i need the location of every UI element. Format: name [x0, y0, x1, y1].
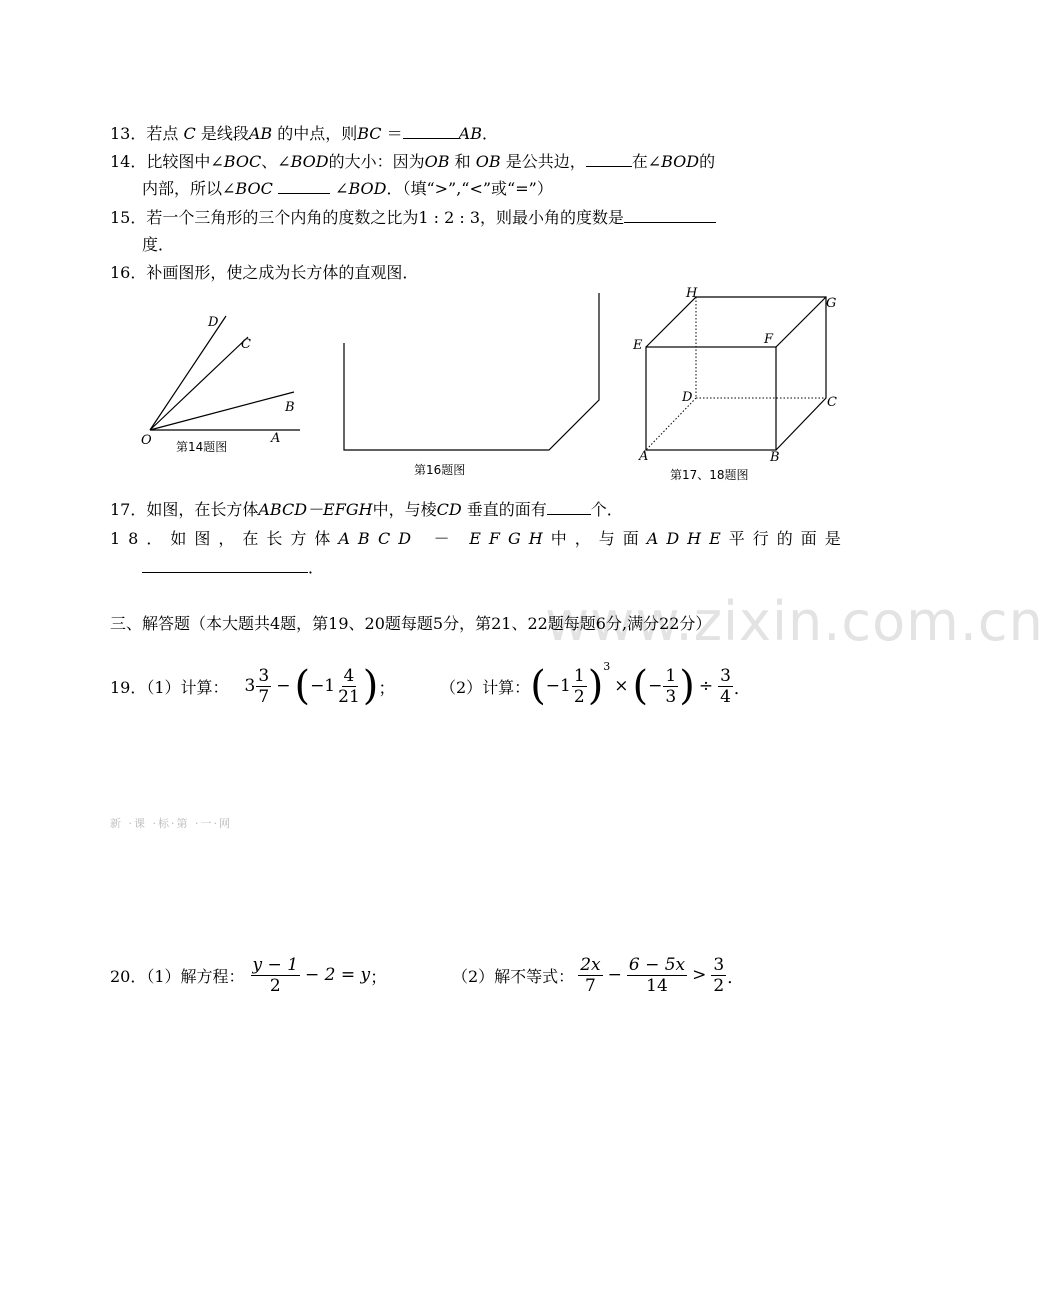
question-16: 16．补画图形，使之成为长方体的直观图． — [110, 263, 419, 282]
question-14-line2: 内部，所以∠BOC ∠BOD．（填“>”,“<”或“=”） — [142, 179, 553, 198]
hidden-edge-DA — [646, 398, 696, 450]
visible-back-edges — [646, 297, 826, 450]
label-D: D — [682, 390, 693, 405]
question-19-part1: 19．（1）计算： 3 $\frac{3}{7}$ − ( −1 $\frac{4}{21}$ ) ； — [110, 663, 396, 709]
watermark: www.zixin.com.cn — [545, 590, 1044, 653]
label-A: A — [639, 449, 649, 464]
watermark-small: 新 ·课 ·标·第 ·一·网 — [110, 817, 232, 830]
label-C: C — [827, 395, 837, 410]
figure-14 — [135, 305, 310, 455]
label-H: H — [686, 286, 698, 301]
fraction: $\frac{1}{2}$ — [573, 665, 585, 707]
question-14: 14．比较图中∠BOC、∠BOD的大小：因为OB 和 OB 是公共边， 在∠BOD的 — [110, 152, 716, 171]
fraction: $\frac{4}{21}$ — [338, 665, 360, 707]
answer-blank[interactable] — [142, 558, 308, 573]
label-B: B — [770, 450, 780, 465]
question-18-line2: ． — [142, 557, 324, 579]
figure-17-caption: 第17、18题图 — [670, 468, 749, 482]
fraction: $\frac{6 - 5x}{14}$ — [628, 954, 686, 996]
label-C: C — [241, 337, 251, 352]
question-20-part2: （2）解不等式： $\frac{2x}{7}$ − $\frac{6 - 5x}{14}$ > $\frac{3}{2}$ ． — [452, 954, 745, 996]
question-15-line2: 度． — [142, 235, 175, 254]
label-D: D — [208, 315, 219, 330]
fraction: $\frac{3}{7}$ — [258, 665, 270, 707]
label-B: B — [285, 400, 295, 415]
figure-16-caption: 第16题图 — [414, 463, 466, 477]
question-20-part1: 20．（1）解方程： $\frac{y - 1}{2}$ − 2 = y ； — [110, 954, 388, 996]
fraction: $\frac{2x}{7}$ — [580, 954, 601, 996]
figure-17-18 — [630, 283, 845, 468]
figure-16 — [335, 285, 610, 460]
label-G: G — [826, 296, 837, 311]
question-13: 13．若点 C 是线段AB 的中点，则BC ＝ AB． — [110, 124, 498, 143]
fraction: $\frac{1}{3}$ — [665, 665, 677, 707]
question-17: 17．如图，在长方体ABCD－EFGH中，与棱CD 垂直的面有 个． — [110, 500, 623, 519]
answer-blank[interactable] — [586, 152, 632, 167]
figure-14-caption: 第14题图 — [176, 440, 228, 454]
answer-blank[interactable] — [624, 208, 716, 223]
fraction: $\frac{3}{4}$ — [720, 665, 731, 707]
fraction: $\frac{y - 1}{2}$ — [252, 954, 299, 996]
ray-OC — [150, 337, 248, 430]
label-O: O — [141, 433, 152, 448]
question-19-part2: （2）计算： ( −1 $\frac{1}{2}$ ) 3 × ( − $\frac{1}{3}$ ) ÷ $\frac{3}{4}$ ． — [440, 660, 751, 709]
answer-blank[interactable] — [278, 179, 330, 194]
edge-FG — [776, 297, 826, 347]
question-18: 18．如图，在长方体ABCD － EFGH中，与面ADHE平行的面是 — [110, 529, 849, 548]
section-3-title: 三、解答题（本大题共4题，第19、20题每题5分，第21、22题每题6分,满分22分） — [110, 614, 712, 633]
answer-blank[interactable] — [403, 124, 459, 139]
label-A: A — [271, 431, 281, 446]
question-15: 15．若一个三角形的三个内角的度数之比为1 : 2 : 3，则最小角的度数是 — [110, 207, 716, 229]
fraction: $\frac{3}{2}$ — [713, 954, 725, 996]
answer-blank[interactable] — [547, 500, 591, 515]
partial-box-outline[interactable] — [344, 293, 599, 450]
label-F: F — [764, 332, 774, 347]
label-E: E — [633, 338, 643, 353]
